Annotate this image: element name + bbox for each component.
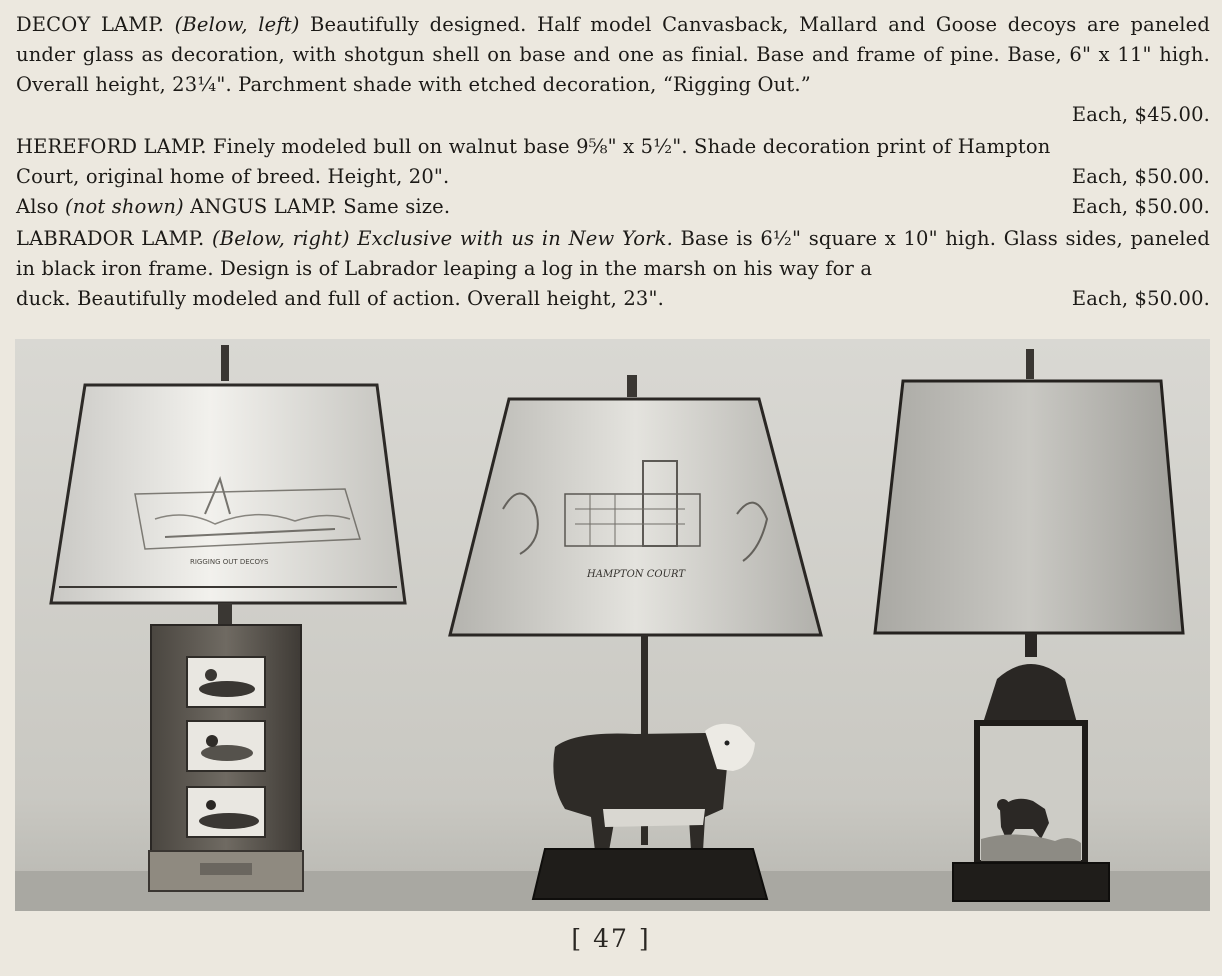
lamps-photo-illustration bbox=[15, 339, 1210, 911]
labrador-lamp-base bbox=[953, 863, 1109, 901]
labrador-lamp-description-2: duck. Beautifully modeled and full of action. Overall height, 23". bbox=[16, 287, 664, 310]
labrador-lamp-description-1: Base is 6½" square x 10" high. Glass sides, paneled in black iron frame. Design is of Labrador leaping a log in the marsh on his way for a bbox=[16, 227, 1210, 280]
labrador-lamp-exclusive: Exclusive with us in New York. bbox=[357, 227, 673, 250]
angus-lamp-note: (not shown) bbox=[65, 195, 184, 218]
decoy-panels bbox=[187, 657, 265, 837]
hereford-lamp-entry bbox=[16, 132, 1210, 222]
angus-lamp-price: Each, $50.00. bbox=[1071, 195, 1210, 218]
decoy-shade-caption: RIGGING OUT DECOYS bbox=[190, 558, 269, 566]
shotgun-shell bbox=[200, 863, 252, 875]
goose-panel bbox=[187, 787, 265, 837]
hereford-shade-caption: HAMPTON COURT bbox=[587, 569, 686, 580]
hereford-lamp-finial bbox=[627, 375, 637, 397]
decoy-lamp-price: Each, $45.00. bbox=[1071, 103, 1210, 126]
angus-lamp-prefix: Also bbox=[16, 195, 59, 218]
labrador-lamp-price: Each, $50.00. bbox=[1071, 287, 1210, 310]
decoy-lamp-location: (Below, left) bbox=[174, 13, 300, 36]
hereford-lamp-description-1: Finely modeled bull on walnut base 9⅝" x 5½". Shade decoration print of Hampton bbox=[213, 135, 1051, 158]
decoy-lamp-shade bbox=[51, 385, 405, 603]
hereford-lamp-price: Each, $50.00. bbox=[1071, 165, 1210, 188]
lamps-photograph bbox=[15, 339, 1210, 911]
labrador-lamp-name: LABRADOR LAMP. bbox=[16, 227, 205, 250]
hereford-lamp-name: HEREFORD LAMP. bbox=[16, 135, 207, 158]
decoy-lamp-description: Beautifully designed. Half model Canvasback, Mallard and Goose decoys are paneled under glass as decoration, with shotgun shell on base and one as finial. Base and frame of pine. Base, 6" x 11" high. Overall height, 23¼". Parchment shade with etched decoration, “Rigging Out.” bbox=[16, 13, 1210, 96]
decoy-lamp-name: DECOY LAMP. bbox=[16, 13, 165, 36]
catalog-text bbox=[16, 10, 1210, 316]
labrador-lamp-finial bbox=[1026, 349, 1034, 379]
angus-lamp-entry bbox=[16, 192, 1210, 222]
decoy-lamp-finial bbox=[221, 345, 229, 381]
hereford-lamp-description-2: Court, original home of breed. Height, 20". bbox=[16, 165, 450, 188]
labrador-lamp-shade bbox=[875, 381, 1183, 633]
page-number: [ 47 ] bbox=[571, 924, 651, 953]
marsh-log bbox=[981, 834, 1081, 861]
labrador-lamp-location: (Below, right) bbox=[211, 227, 350, 250]
decoy-lamp-entry bbox=[16, 10, 1210, 130]
labrador-lamp-entry bbox=[16, 224, 1210, 314]
angus-lamp-text: ANGUS LAMP. Same size. bbox=[190, 195, 451, 218]
hereford-walnut-base bbox=[533, 849, 767, 899]
